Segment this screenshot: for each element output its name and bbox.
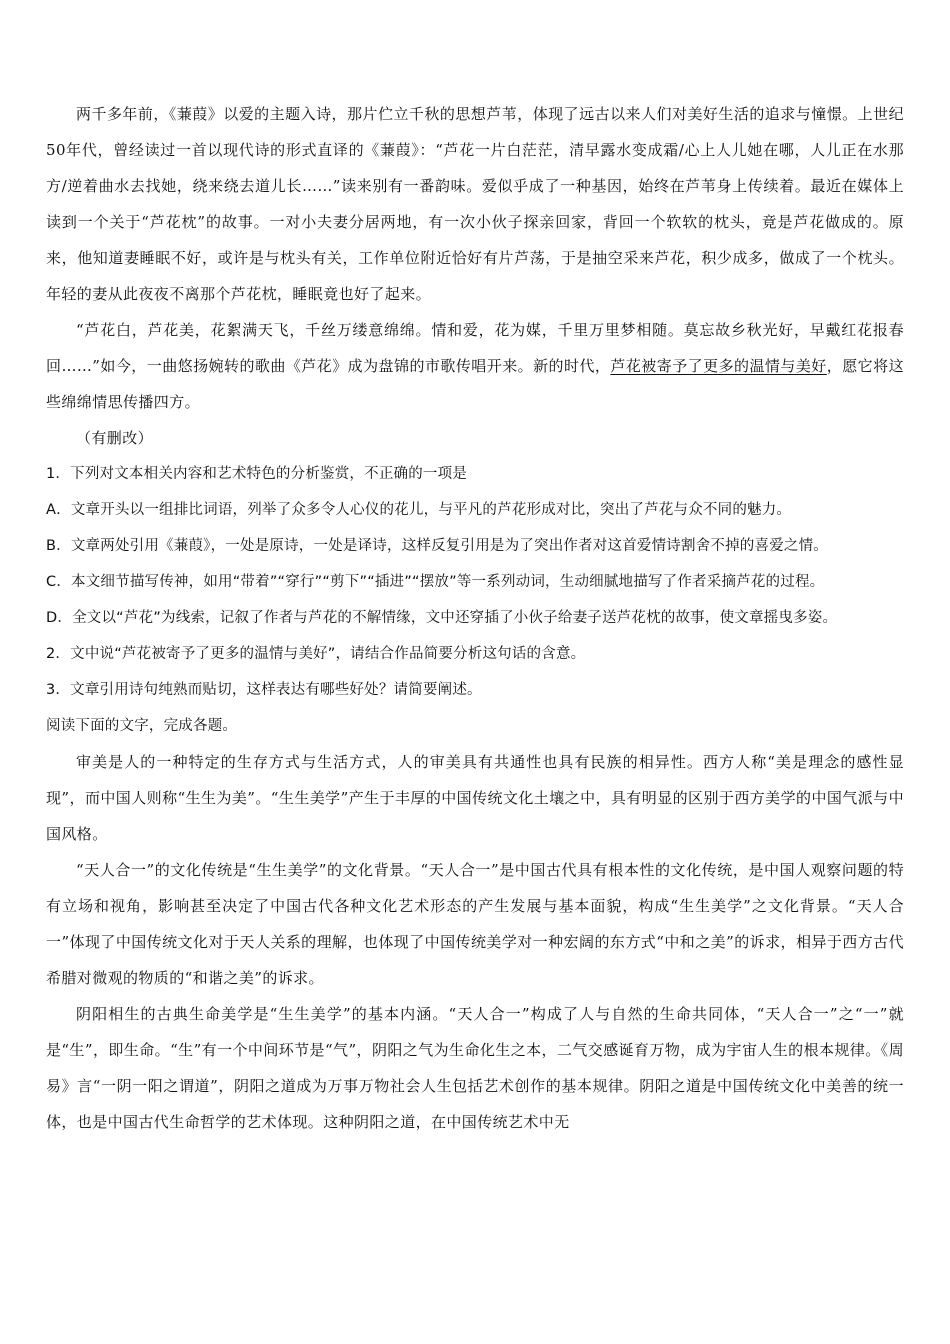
source-note: （有删改） (76, 429, 154, 447)
question-1: 1．下列对文本相关内容和艺术特色的分析鉴赏，不正确的一项是 (46, 466, 468, 482)
passage2-paragraph-2: “天人合一”的文化传统是“生生美学”的文化背景。“天人合一”是中国古代具有根本性的文化传统，是中国人观察问题的特有立场和视角，影响甚至决定了中国古代各种文化艺术形态的产生发展与基本面貌，构成“生生美学”之文化背景。“天人合一”体现了中国传统文化对于天人关系的理解，也体现了中国传统美学对一种宏阔的东方式“中和之美”的诉求，相异于西方古代希腊对微观的物质的“和谐之美”的诉求。 (46, 861, 904, 987)
question-3: 3．文章引用诗句纯熟而贴切，这样表达有哪些好处？请简要阐述。 (46, 682, 482, 698)
passage1-paragraph-2-text: “芦花白，芦花美，花絮满天飞，千丝万缕意绵绵。情和爱，花为媒，千里万里梦相随。莫忘故乡秋光好，早戴红花报春回……”如今，一曲悠扬婉转的歌曲《芦花》成为盘锦的市歌传唱开来。新的时代， (46, 321, 904, 375)
underlined-phrase: 芦花被寄予了更多的温情与美好 (610, 357, 827, 375)
passage1-paragraph-2-tail: ，愿它将这些绵绵情思传播四方。 (46, 357, 904, 411)
option-a: A．文章开头以一组排比词语，列举了众多令人心仪的花儿，与平凡的芦花形成对比，突出了芦花与众不同的魅力。 (46, 502, 792, 518)
question-2: 2．文中说“芦花被寄予了更多的温情与美好”，请结合作品简要分析这句话的含意。 (46, 646, 586, 662)
option-c: C．本文细节描写传神，如用“带着”“穿行”“剪下”“插进”“摆放”等一系列动词，生动细腻地描写了作者采摘芦花的过程。 (46, 574, 825, 590)
option-b: B．文章两处引用《蒹葭》，一处是原诗，一处是译诗，这样反复引用是为了突出作者对这首爱情诗割舍不掉的喜爱之情。 (46, 538, 828, 554)
passage1-paragraph-2 (46, 312, 904, 420)
passage2-paragraph-3: 阴阳相生的古典生命美学是“生生美学”的基本内涵。“天人合一”构成了人与自然的生命共同体，“天人合一”之“一”就是“生”，即生命。“生”有一个中间环节是“气”，阴阳之气为生命化生之本，二气交感诞育万物，成为宇宙人生的根本规律。《周易》言“一阴一阳之谓道”，阴阳之道成为万事万物社会人生包括艺术创作的基本规律。阴阳之道是中国传统文化中美善的统一体，也是中国古代生命哲学的艺术体现。这种阴阳之道，在中国传统艺术中无 (46, 1005, 904, 1131)
passage2-intro: 阅读下面的文字，完成各题。 (46, 718, 238, 734)
passage1-paragraph-1: 两千多年前，《蒹葭》以爱的主题入诗，那片伫立千秋的思想芦苇，体现了远古以来人们对美好生活的追求与憧憬。上世纪50年代，曾经读过一首以现代诗的形式直译的《蒹葭》：“芦花一片白茫茫，清早露水变成霜/心上人儿她在哪，人儿正在水那方/逆着曲水去找她，绕来绕去道儿长……”读来别有一番韵味。爱似乎成了一种基因，始终在芦苇身上传续着。最近在媒体上读到一个关于“芦花枕”的故事。一对小夫妻分居两地，有一次小伙子探亲回家，背回一个软软的枕头，竟是芦花做成的。原来，他知道妻睡眠不好，或许是与枕头有关，工作单位附近恰好有片芦荡，于是抽空采来芦花，积少成多，做成了一个枕头。年轻的妻从此夜夜不离那个芦花枕，睡眠竟也好了起来。 (46, 105, 904, 303)
option-d: D．全文以“芦花”为线索，记叙了作者与芦花的不解情缘，文中还穿插了小伙子给妻子送芦花枕的故事，使文章摇曳多姿。 (46, 610, 838, 626)
passage2-paragraph-1: 审美是人的一种特定的生存方式与生活方式，人的审美具有共通性也具有民族的相异性。西方人称“美是理念的感性显现”，而中国人则称“生生为美”。“生生美学”产生于丰厚的中国传统文化土壤之中，具有明显的区别于西方美学的中国气派与中国风格。 (46, 753, 904, 843)
